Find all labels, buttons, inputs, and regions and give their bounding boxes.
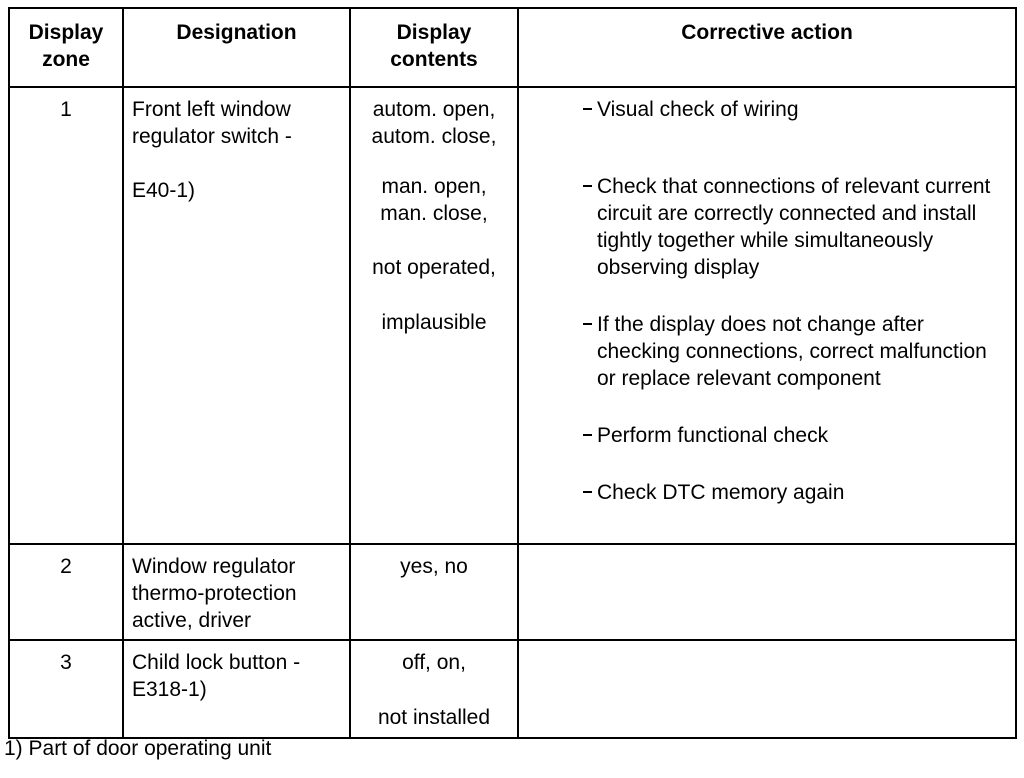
header-display-contents: Display contents — [350, 8, 518, 87]
designation-cell: Child lock button - E318-1) — [123, 640, 350, 738]
table-row — [9, 640, 1016, 738]
zone-cell: 3 — [9, 640, 123, 738]
table-row — [9, 87, 1016, 544]
action-item: Perform functional check — [583, 422, 1005, 449]
table-row — [9, 544, 1016, 640]
action-item: Check DTC memory again — [583, 479, 1005, 506]
contents-item: autom. open, autom. close, — [371, 98, 497, 148]
contents-item: yes, no — [400, 555, 468, 578]
contents-item: not installed — [377, 706, 491, 729]
action-item: Visual check of wiring — [583, 96, 1005, 123]
contents-item: man. open, man. close, — [380, 175, 488, 225]
designation-cell — [123, 87, 350, 544]
action-item: Check that connections of relevant current circuit are correctly connected and install tightly together while simultaneously observing display — [583, 173, 1005, 281]
footnote: 1) Part of door operating unit — [4, 737, 272, 760]
zone-cell: 1 — [9, 87, 123, 544]
contents-cell — [350, 544, 518, 640]
contents-item: not operated, — [372, 256, 496, 279]
contents-item: implausible — [381, 311, 487, 334]
action-item: If the display does not change after checking connections, correct malfunction or replace relevant component — [583, 311, 1005, 392]
actions-cell — [518, 640, 1016, 738]
contents-cell — [350, 640, 518, 738]
header-designation: Designation — [123, 8, 350, 87]
header-row — [9, 8, 1016, 87]
designation-cell: Window regulator thermo-protection active, driver — [123, 544, 350, 640]
contents-item: off, on, — [402, 651, 466, 674]
zone-cell: 2 — [9, 544, 123, 640]
contents-cell — [350, 87, 518, 544]
header-display-zone: Display zone — [9, 8, 123, 87]
designation-text: Front left window regulator switch - — [132, 98, 292, 148]
designation-ref: E40-1) — [132, 179, 196, 202]
header-corrective-action: Corrective action — [518, 8, 1016, 87]
actions-cell — [518, 87, 1016, 544]
actions-cell — [518, 544, 1016, 640]
diagnosis-table — [8, 7, 1017, 739]
